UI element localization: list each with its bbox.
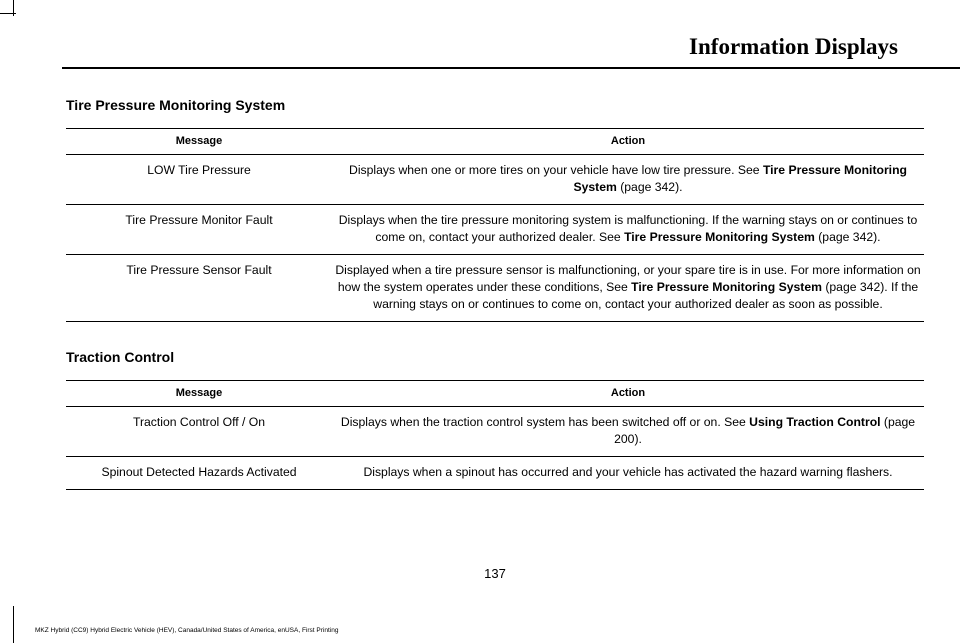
column-header-message: Message <box>66 381 332 407</box>
section-heading-traction-control: Traction Control <box>66 349 175 365</box>
action-text: Displays when one or more tires on your vehicle have low tire pressure. See <box>349 163 763 177</box>
header-rule <box>62 67 960 69</box>
action-text: Displayed when a tire pressure sensor is malfunctioning, or your spare tire is in use. For more information on how the system operates under these conditions, See <box>335 263 921 294</box>
table-row <box>66 255 924 322</box>
action-reference-link: Using Traction Control <box>749 415 881 429</box>
crop-mark-top-left-horizontal <box>0 13 16 14</box>
action-page-ref: (page 200). <box>614 415 916 446</box>
action-reference-link: Tire Pressure Monitoring System <box>631 280 822 294</box>
page-header-title: Information Displays <box>689 34 898 59</box>
section-heading-tire-pressure: Tire Pressure Monitoring System <box>66 97 286 113</box>
page-number: 137 <box>484 566 506 581</box>
message-cell: Traction Control Off / On <box>66 407 332 457</box>
tire-pressure-table <box>66 128 924 322</box>
message-cell: Tire Pressure Sensor Fault <box>66 255 332 322</box>
message-cell: Tire Pressure Monitor Fault <box>66 205 332 255</box>
action-cell <box>332 155 924 205</box>
action-page-ref: (page 342). <box>616 180 683 194</box>
action-text: Displays when a spinout has occurred and your vehicle has activated the hazard warning flashers. <box>363 465 893 479</box>
column-header-message: Message <box>66 129 332 155</box>
action-cell <box>332 255 924 322</box>
action-cell <box>332 407 924 457</box>
action-cell <box>332 457 924 490</box>
table-row <box>66 205 924 255</box>
action-text: Displays when the tire pressure monitoring system is malfunctioning. If the warning stays on or continues to come on, contact your authorized dealer. See <box>338 213 918 244</box>
traction-control-table <box>66 380 924 490</box>
action-text: Displays when the traction control system has been switched off or on. See <box>340 415 750 429</box>
table-header-row <box>66 381 924 407</box>
table-row <box>66 407 924 457</box>
message-cell: LOW Tire Pressure <box>66 155 332 205</box>
footer-printing-info: MKZ Hybrid (CC9) Hybrid Electric Vehicle (HEV), Canada/United States of America, enUSA, First Printing <box>35 627 339 634</box>
column-header-action: Action <box>332 129 924 155</box>
message-cell: Spinout Detected Hazards Activated <box>66 457 332 490</box>
table-row <box>66 155 924 205</box>
action-cell <box>332 205 924 255</box>
table-header-row <box>66 129 924 155</box>
crop-mark-bottom-left-vertical <box>13 606 14 643</box>
action-page-ref: (page 342). <box>814 230 881 244</box>
action-reference-link: Tire Pressure Monitoring System <box>573 163 907 194</box>
table-row <box>66 457 924 490</box>
action-page-ref: (page 342). If the warning stays on or continues to come on, contact your authorized dealer as soon as possible. <box>373 280 919 311</box>
action-reference-link: Tire Pressure Monitoring System <box>624 230 815 244</box>
column-header-action: Action <box>332 381 924 407</box>
